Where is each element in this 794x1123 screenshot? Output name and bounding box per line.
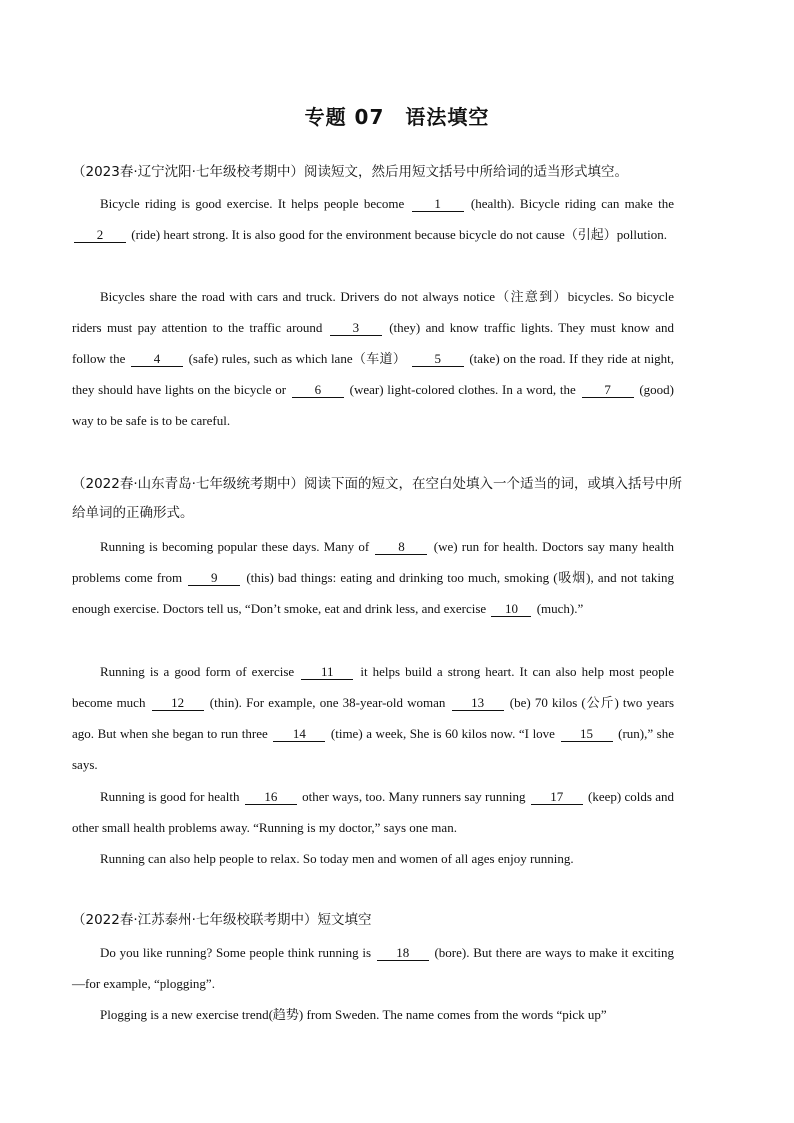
blank-17[interactable]: 17: [531, 790, 583, 805]
text: Bicycles share the road with cars and truck. Drivers do not always notice（注意到）bicycles. So bicycle riders must pay attention to the traffic around: [72, 289, 674, 335]
text: it helps build a strong heart. It can also help most people become much: [72, 664, 675, 710]
blank-8[interactable]: 8: [375, 540, 427, 555]
section-2-paragraph-2: [72, 656, 674, 780]
page-title: 专题 07 语法填空: [304, 105, 490, 129]
text: (take) on the road. If they ride at night, they should have lights on the bicycle or: [72, 351, 675, 397]
text: (keep) colds and other small health problems away. “Running is my doctor,” says one man.: [72, 789, 675, 835]
text: Running is a good form of exercise: [100, 664, 295, 679]
text: (good) way to be safe is to be careful.: [72, 382, 674, 428]
text: Running is becoming popular these days. Many of: [100, 539, 370, 554]
section-1-heading: （2023春·辽宁沈阳·七年级校考期中）阅读短文，然后用短文括号中所给词的适当形式填空。: [72, 164, 628, 180]
section-2-paragraph-4: [72, 843, 674, 874]
blank-5[interactable]: 5: [412, 352, 464, 367]
text: (bore). But there are ways to make it exciting—for example, “plogging”.: [72, 945, 674, 991]
text: Plogging is a new exercise trend(趋势) from Sweden. The name comes from the words “pick up”: [100, 1007, 607, 1022]
section-2-heading: （2022春·山东青岛·七年级统考期中）阅读下面的短文，在空白处填入一个适当的词，或填入括号中所给单词的正确形式。: [72, 476, 682, 521]
section-1-paragraph-1: [72, 188, 674, 250]
text: Bicycle riding is good exercise. It helps people become: [100, 196, 405, 211]
blank-4[interactable]: 4: [131, 352, 183, 367]
section-3-paragraph-1: [72, 937, 674, 999]
blank-11[interactable]: 11: [301, 665, 353, 680]
section-2-paragraph-1: [72, 531, 674, 624]
blank-12[interactable]: 12: [152, 696, 204, 711]
text: (wear) light-colored clothes. In a word, the: [349, 382, 576, 397]
blank-14[interactable]: 14: [273, 727, 325, 742]
text: (this) bad things: eating and drinking too much, smoking (吸烟), and not taking enough exercise. Doctors tell us, “Don’t smoke, eat and drink less, and exercise: [72, 570, 675, 616]
text: (thin). For example, one 38-year-old woman: [209, 695, 446, 710]
text: (health). Bicycle riding can make the: [470, 196, 675, 211]
blank-3[interactable]: 3: [330, 321, 382, 336]
section-3-paragraph-2: [72, 999, 674, 1030]
blank-9[interactable]: 9: [188, 571, 240, 586]
blank-10[interactable]: 10: [491, 602, 531, 617]
blank-7[interactable]: 7: [582, 383, 634, 398]
blank-13[interactable]: 13: [452, 696, 504, 711]
text: Running can also help people to relax. So today men and women of all ages enjoy running.: [100, 851, 574, 866]
blank-6[interactable]: 6: [292, 383, 344, 398]
text: Running is good for health: [100, 789, 240, 804]
text: (ride) heart strong. It is also good for the environment because bicycle do not cause（引起）pollution.: [131, 227, 667, 242]
blank-18[interactable]: 18: [377, 946, 429, 961]
blank-15[interactable]: 15: [561, 727, 613, 742]
text: (much).”: [536, 601, 584, 616]
text: (they) and know traffic lights. They must know and follow the: [72, 320, 675, 366]
text: other ways, too. Many runners say running: [302, 789, 526, 804]
blank-2[interactable]: 2: [74, 228, 126, 243]
text: (time) a week, She is 60 kilos now. “I love: [330, 726, 555, 741]
text: (safe) rules, such as which lane（车道）: [188, 351, 407, 366]
blank-1[interactable]: 1: [412, 197, 464, 212]
section-1-paragraph-2: [72, 281, 674, 436]
text: (we) run for health. Doctors say many health problems come from: [72, 539, 675, 585]
text: (run),” she says.: [72, 726, 675, 772]
blank-16[interactable]: 16: [245, 790, 297, 805]
section-3-heading: （2022春·江苏泰州·七年级校联考期中）短文填空: [72, 912, 372, 928]
section-2-paragraph-3: [72, 781, 674, 843]
text: Do you like running? Some people think running is: [100, 945, 371, 960]
text: (be) 70 kilos (公斤) two years ago. But when she began to run three: [72, 695, 675, 741]
